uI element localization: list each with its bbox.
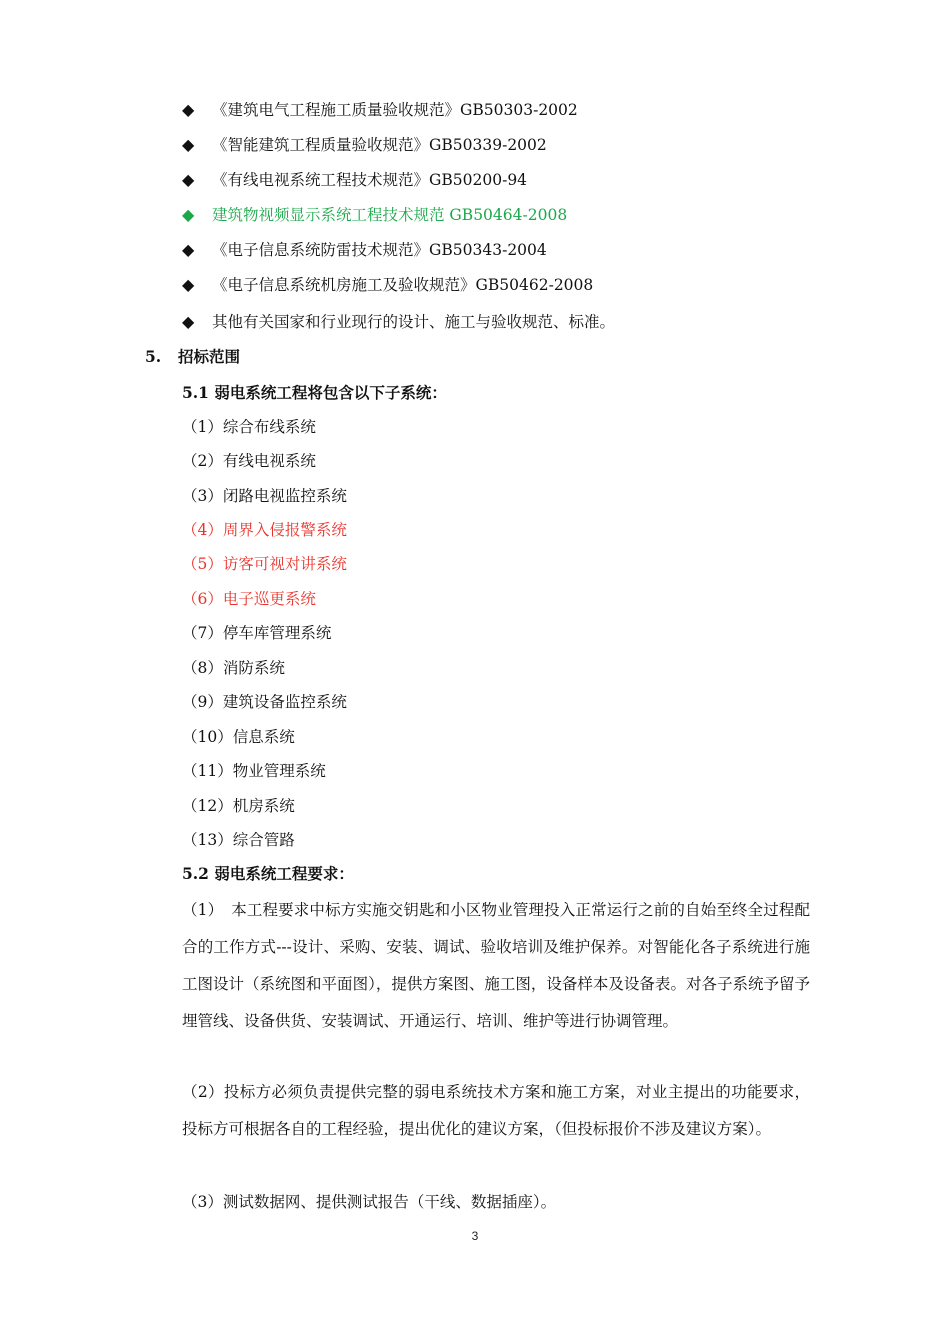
- standard-text: 《有线电视系统工程技术规范》GB50200-94: [212, 171, 528, 189]
- requirement-paragraph: （3）测试数据网、提供测试报告（干线、数据插座）。: [182, 1193, 557, 1211]
- requirement-paragraph: （1） 本工程要求中标方实施交钥匙和小区物业管理投入正常运行之前的自始至终全过程配合的工作方式---设计、采购、安装、调试、验收培训及维护保养。对智能化各子系统进行施工图设计（系统图和平面图），提供方案图、施工图，设备样本及设备表。对各子系统予留予埋管线、设备供货、安装调试、开通运行、培训、维护等进行协调管理。: [182, 901, 810, 1030]
- list-item: （2）有线电视系统: [182, 452, 316, 470]
- list-item: （4）周界入侵报警系统: [182, 521, 347, 539]
- section-title: 招标范围: [178, 347, 241, 366]
- section-number: 5.: [145, 347, 162, 366]
- page-number: 3: [471, 1229, 479, 1243]
- diamond-bullet-icon: ◆: [182, 312, 195, 331]
- subsection-title: 5.1 弱电系统工程将包含以下子系统：: [182, 383, 447, 402]
- standard-item: [182, 238, 547, 262]
- list-item: （3）闭路电视监控系统: [182, 487, 347, 505]
- standard-item: [182, 98, 578, 122]
- list-item: （10）信息系统: [182, 728, 295, 746]
- standard-item: [182, 203, 567, 227]
- standard-text: 《电子信息系统机房施工及验收规范》GB50462-2008: [212, 276, 594, 294]
- section-heading: [145, 345, 240, 369]
- list-item: （7）停车库管理系统: [182, 624, 332, 642]
- standard-item: [182, 168, 527, 192]
- list-item: （5）访客可视对讲系统: [182, 555, 347, 573]
- standard-text: 《建筑电气工程施工质量验收规范》GB50303-2002: [212, 101, 578, 119]
- standard-text: 其他有关国家和行业现行的设计、施工与验收规范、标准。: [212, 313, 616, 331]
- list-item: （8）消防系统: [182, 659, 285, 677]
- standard-item: [182, 310, 615, 334]
- requirement-paragraph: （2）投标方必须负责提供完整的弱电系统技术方案和施工方案，对业主提出的功能要求，投标方可根据各自的工程经验，提出优化的建议方案，（但投标报价不涉及建议方案）。: [182, 1083, 810, 1138]
- subsection-title: 5.2 弱电系统工程要求：: [182, 864, 354, 883]
- standard-text: 建筑物视频显示系统工程技术规范 GB50464-2008: [212, 206, 568, 224]
- standard-item: [182, 133, 547, 157]
- diamond-bullet-icon: ◆: [182, 100, 195, 119]
- standard-text: 《电子信息系统防雷技术规范》GB50343-2004: [212, 241, 547, 259]
- standard-item: [182, 273, 593, 297]
- diamond-bullet-icon: ◆: [182, 275, 195, 294]
- list-item: （9）建筑设备监控系统: [182, 693, 347, 711]
- standard-text: 《智能建筑工程质量验收规范》GB50339-2002: [212, 136, 547, 154]
- diamond-bullet-icon: ◆: [182, 135, 195, 154]
- diamond-bullet-icon: ◆: [182, 240, 195, 259]
- list-item: （11）物业管理系统: [182, 762, 326, 780]
- list-item: （13）综合管路: [182, 831, 295, 849]
- list-item: （12）机房系统: [182, 797, 295, 815]
- list-item: （1）综合布线系统: [182, 418, 316, 436]
- diamond-bullet-icon: ◆: [182, 170, 195, 189]
- list-item: （6）电子巡更系统: [182, 590, 316, 608]
- diamond-bullet-icon: ◆: [182, 205, 195, 224]
